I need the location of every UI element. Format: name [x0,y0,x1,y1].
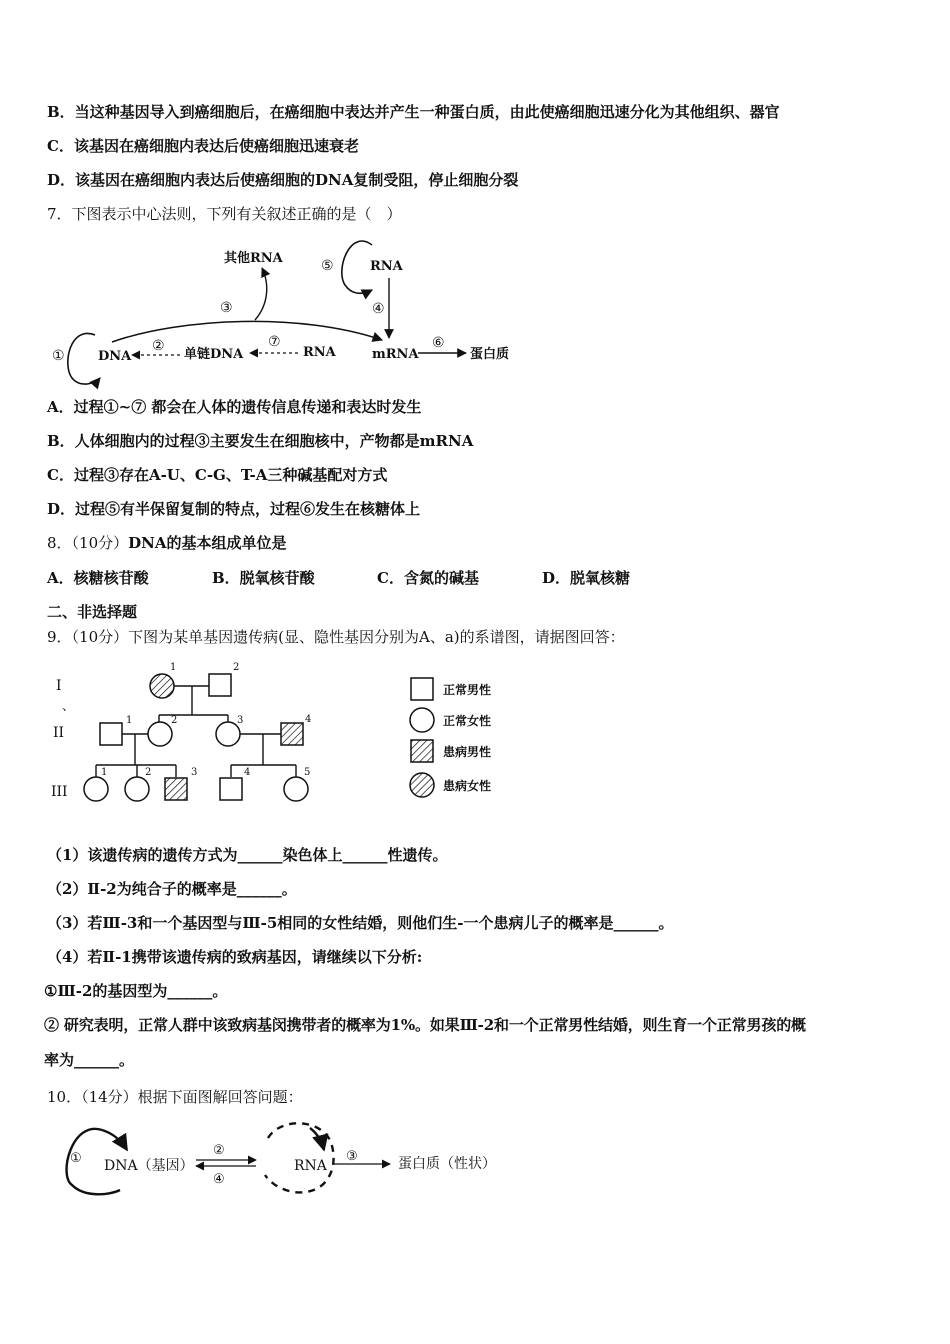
legend-normal-male: 正常男性 [443,683,492,697]
gen-label-1: I [56,678,62,694]
svg-text:1: 1 [101,767,108,778]
svg-text:3: 3 [237,715,244,726]
label-ss-dna: 单链DNA [184,347,244,362]
q8-option-d: D．脱氧核糖 [542,569,631,587]
gen-label-1-mark: 、 [62,699,75,713]
q8-option-a: A．核糖核苷酸 [47,569,149,587]
legend-normal-female: 正常女性 [443,714,492,728]
label-n4: ④ [372,301,385,317]
label-q10-rna: RNA [294,1158,327,1174]
label-rna-mid: RNA [303,345,336,360]
label-dna: DNA [98,349,132,364]
label-rna-top: RNA [370,259,403,274]
svg-text:5: 5 [304,767,311,778]
q9-part2: （2）Ⅱ-2为纯合子的概率是______。 [47,880,297,898]
svg-text:3: 3 [191,767,198,778]
svg-text:1: 1 [170,662,177,673]
label-q10-n4: ④ [213,1172,225,1187]
label-mrna: mRNA [372,347,419,362]
label-n7: ⑦ [268,334,281,350]
q7-option-d: D．过程⑤有半保留复制的特点，过程⑥发生在核糖体上 [47,500,421,518]
label-protein: 蛋白质 [470,347,510,362]
label-n6: ⑥ [432,335,445,351]
q10-stem: 10．（14分）根据下面图解回答问题： [47,1088,303,1106]
label-q10-n3: ③ [346,1149,358,1164]
q7-option-c: C．过程③存在A-U、C-G、T-A三种碱基配对方式 [47,466,388,484]
section-heading: 二、非选择题 [47,603,138,621]
q8-stem-text: 8．（10分）DNA的基本组成单位是 [47,534,287,552]
gen-label-2: II [53,725,65,741]
label-n1: ① [52,348,65,364]
svg-text:2: 2 [171,715,178,726]
q9-part5: ①Ⅲ-2的基因型为______。 [44,982,228,1000]
q7-option-a: A．过程①~⑦ 都会在人体的遗传信息传递和表达时发生 [47,398,422,416]
gen-label-3: III [51,784,68,800]
label-q10-n1: ① [70,1151,82,1166]
q8-option-c: C．含氮的碱基 [377,569,479,587]
legend-affected-male: 患病男性 [443,745,492,759]
svg-text:4: 4 [244,767,251,778]
legend-affected-female: 患病女性 [443,779,492,793]
q6-option-d: D．该基因在癌细胞内表达后使癌细胞的DNA复制受阻，停止细胞分裂 [47,171,519,189]
q9-part4: （4）若Ⅱ-1携带该遗传病的致病基因，请继续以下分析: [47,948,423,966]
q9-part6-line2: 率为______。 [44,1051,135,1069]
q8-option-b: B．脱氧核苷酸 [212,569,315,587]
label-n3: ③ [220,300,233,316]
q6-option-c: C．该基因在癌细胞内表达后使癌细胞迅速衰老 [47,137,359,155]
label-other-rna: 其他RNA [224,251,283,266]
svg-text:2: 2 [233,662,240,673]
q6-option-b: B．当这种基因导入到癌细胞后，在癌细胞中表达并产生一种蛋白质，由此使癌细胞迅速分化为其他组织、器官 [47,103,780,121]
label-q10-dna: DNA（基因） [104,1158,194,1174]
label-n2: ② [152,338,165,354]
svg-text:2: 2 [145,767,152,778]
svg-text:1: 1 [126,715,133,726]
label-q10-protein: 蛋白质（性状） [398,1156,496,1172]
q9-part1: （1）该遗传病的遗传方式为______染色体上______性遗传。 [47,846,448,864]
q9-part3: （3）若Ⅲ-3和一个基因型与Ⅲ-5相同的女性结婚，则他们生-一个患病儿子的概率是______。 [47,914,674,932]
q7-option-b: B．人体细胞内的过程③主要发生在细胞核中，产物都是mRNA [47,432,474,450]
q9-stem: 9．（10分）下图为某单基因遗传病(显、隐性基因分别为A、a)的系谱图，请据图回答： [47,628,625,646]
label-q10-n2: ② [213,1143,225,1158]
svg-text:4: 4 [305,714,312,725]
q7-stem: 7．下图表示中心法则，下列有关叙述正确的是（ ） [47,205,402,223]
label-n5: ⑤ [321,258,334,274]
q9-part6-line1: ② 研究表明，正常人群中该致病基闵携带者的概率为1%。如果Ⅲ-2和一个正常男性结婚，则生育一个正常男孩的概 [44,1016,806,1034]
